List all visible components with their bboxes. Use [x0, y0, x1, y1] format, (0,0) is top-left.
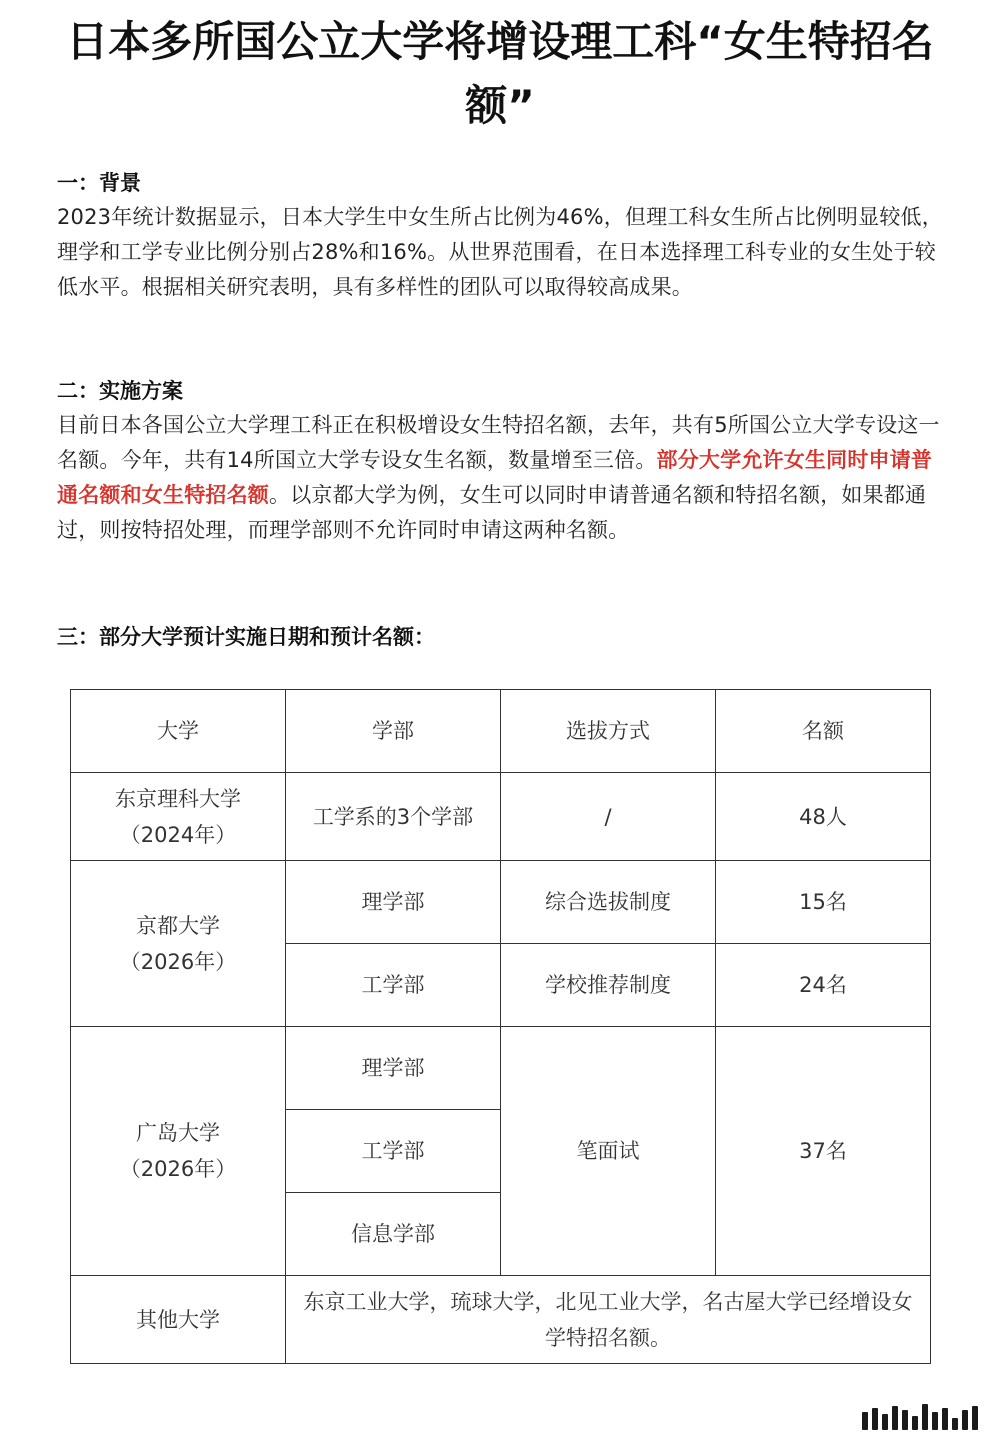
- body-text: 目前日本各国公立大学理工科正在积极增设女生特招名额，去年，共有5所国公立大学专设这一名额。今年，共有14所国立大学专设女生名额，数量增至三倍。: [57, 413, 940, 472]
- method-cell: 笔面试: [501, 1027, 716, 1276]
- faculty-cell: 信息学部: [286, 1193, 501, 1276]
- table-row: [71, 773, 931, 861]
- university-name: 东京理科大学: [115, 786, 241, 811]
- faculty-cell: 理学部: [286, 861, 501, 944]
- quota-cell: 37名: [716, 1027, 931, 1276]
- method-cell: 学校推荐制度: [501, 944, 716, 1027]
- header-cell: 名额: [716, 690, 931, 773]
- university-cell: [71, 773, 286, 861]
- university-cell: [71, 1027, 286, 1276]
- faculty-cell: 工学系的3个学部: [286, 773, 501, 861]
- quota-cell: 48人: [716, 773, 931, 861]
- body-text: 。以京都大学为例，女生可以同时申请普通名额和特招名额，如果都通过，则按特招处理，而理学部则不允许同时申请这两种名额。: [57, 483, 927, 542]
- section-plan: [57, 374, 947, 548]
- faculty-cell: 工学部: [286, 944, 501, 1027]
- others-text-cell: 东京工业大学，琉球大学，北见工业大学，名古屋大学已经增设女学特招名额。: [286, 1276, 931, 1364]
- university-year: （2026年）: [119, 1157, 237, 1181]
- section-body: 2023年统计数据显示，日本大学生中女生所占比例为46%，但理工科女生所占比例明显较低，理学和工学专业比例分别占28%和16%。从世界范围看，在日本选择理工科专业的女生处于较低水平。根据相关研究表明，具有多样性的团队可以取得较高成果。: [57, 205, 943, 299]
- university-name: 京都大学: [136, 913, 220, 938]
- section-heading: 三：部分大学预计实施日期和预计名额：: [57, 625, 435, 649]
- university-cell: 其他大学: [71, 1276, 286, 1364]
- table-row: [71, 1276, 931, 1364]
- page-title: 日本多所国公立大学将增设理工科“女生特招名额”: [66, 17, 934, 130]
- faculty-cell: 理学部: [286, 1027, 501, 1110]
- section-background: [57, 166, 947, 305]
- section-body: [57, 408, 947, 548]
- quota-cell: 24名: [716, 944, 931, 1027]
- faculty-cell: 工学部: [286, 1110, 501, 1193]
- university-year: （2026年）: [119, 949, 237, 974]
- section-heading: 二：实施方案: [57, 379, 183, 403]
- university-cell: [71, 861, 286, 1027]
- table-header-row: [71, 690, 931, 773]
- university-year: （2024年）: [119, 822, 237, 847]
- highlight-text: 部分大学允许女生同时申请普通名额和女生特招名额: [57, 448, 933, 507]
- table-row: [71, 1027, 931, 1110]
- quota-cell: 15名: [716, 861, 931, 944]
- section-heading: 一：背景: [57, 171, 141, 195]
- header-cell: 大学: [71, 690, 286, 773]
- quota-table: [70, 689, 931, 1364]
- header-cell: 选拔方式: [501, 690, 716, 773]
- university-name: 广岛大学: [136, 1121, 220, 1145]
- method-cell: /: [501, 773, 716, 861]
- section-schedule: [57, 620, 947, 654]
- table-row: [71, 861, 931, 944]
- header-cell: 学部: [286, 690, 501, 773]
- method-cell: 综合选拔制度: [501, 861, 716, 944]
- watermark-bars-icon: [862, 1400, 978, 1430]
